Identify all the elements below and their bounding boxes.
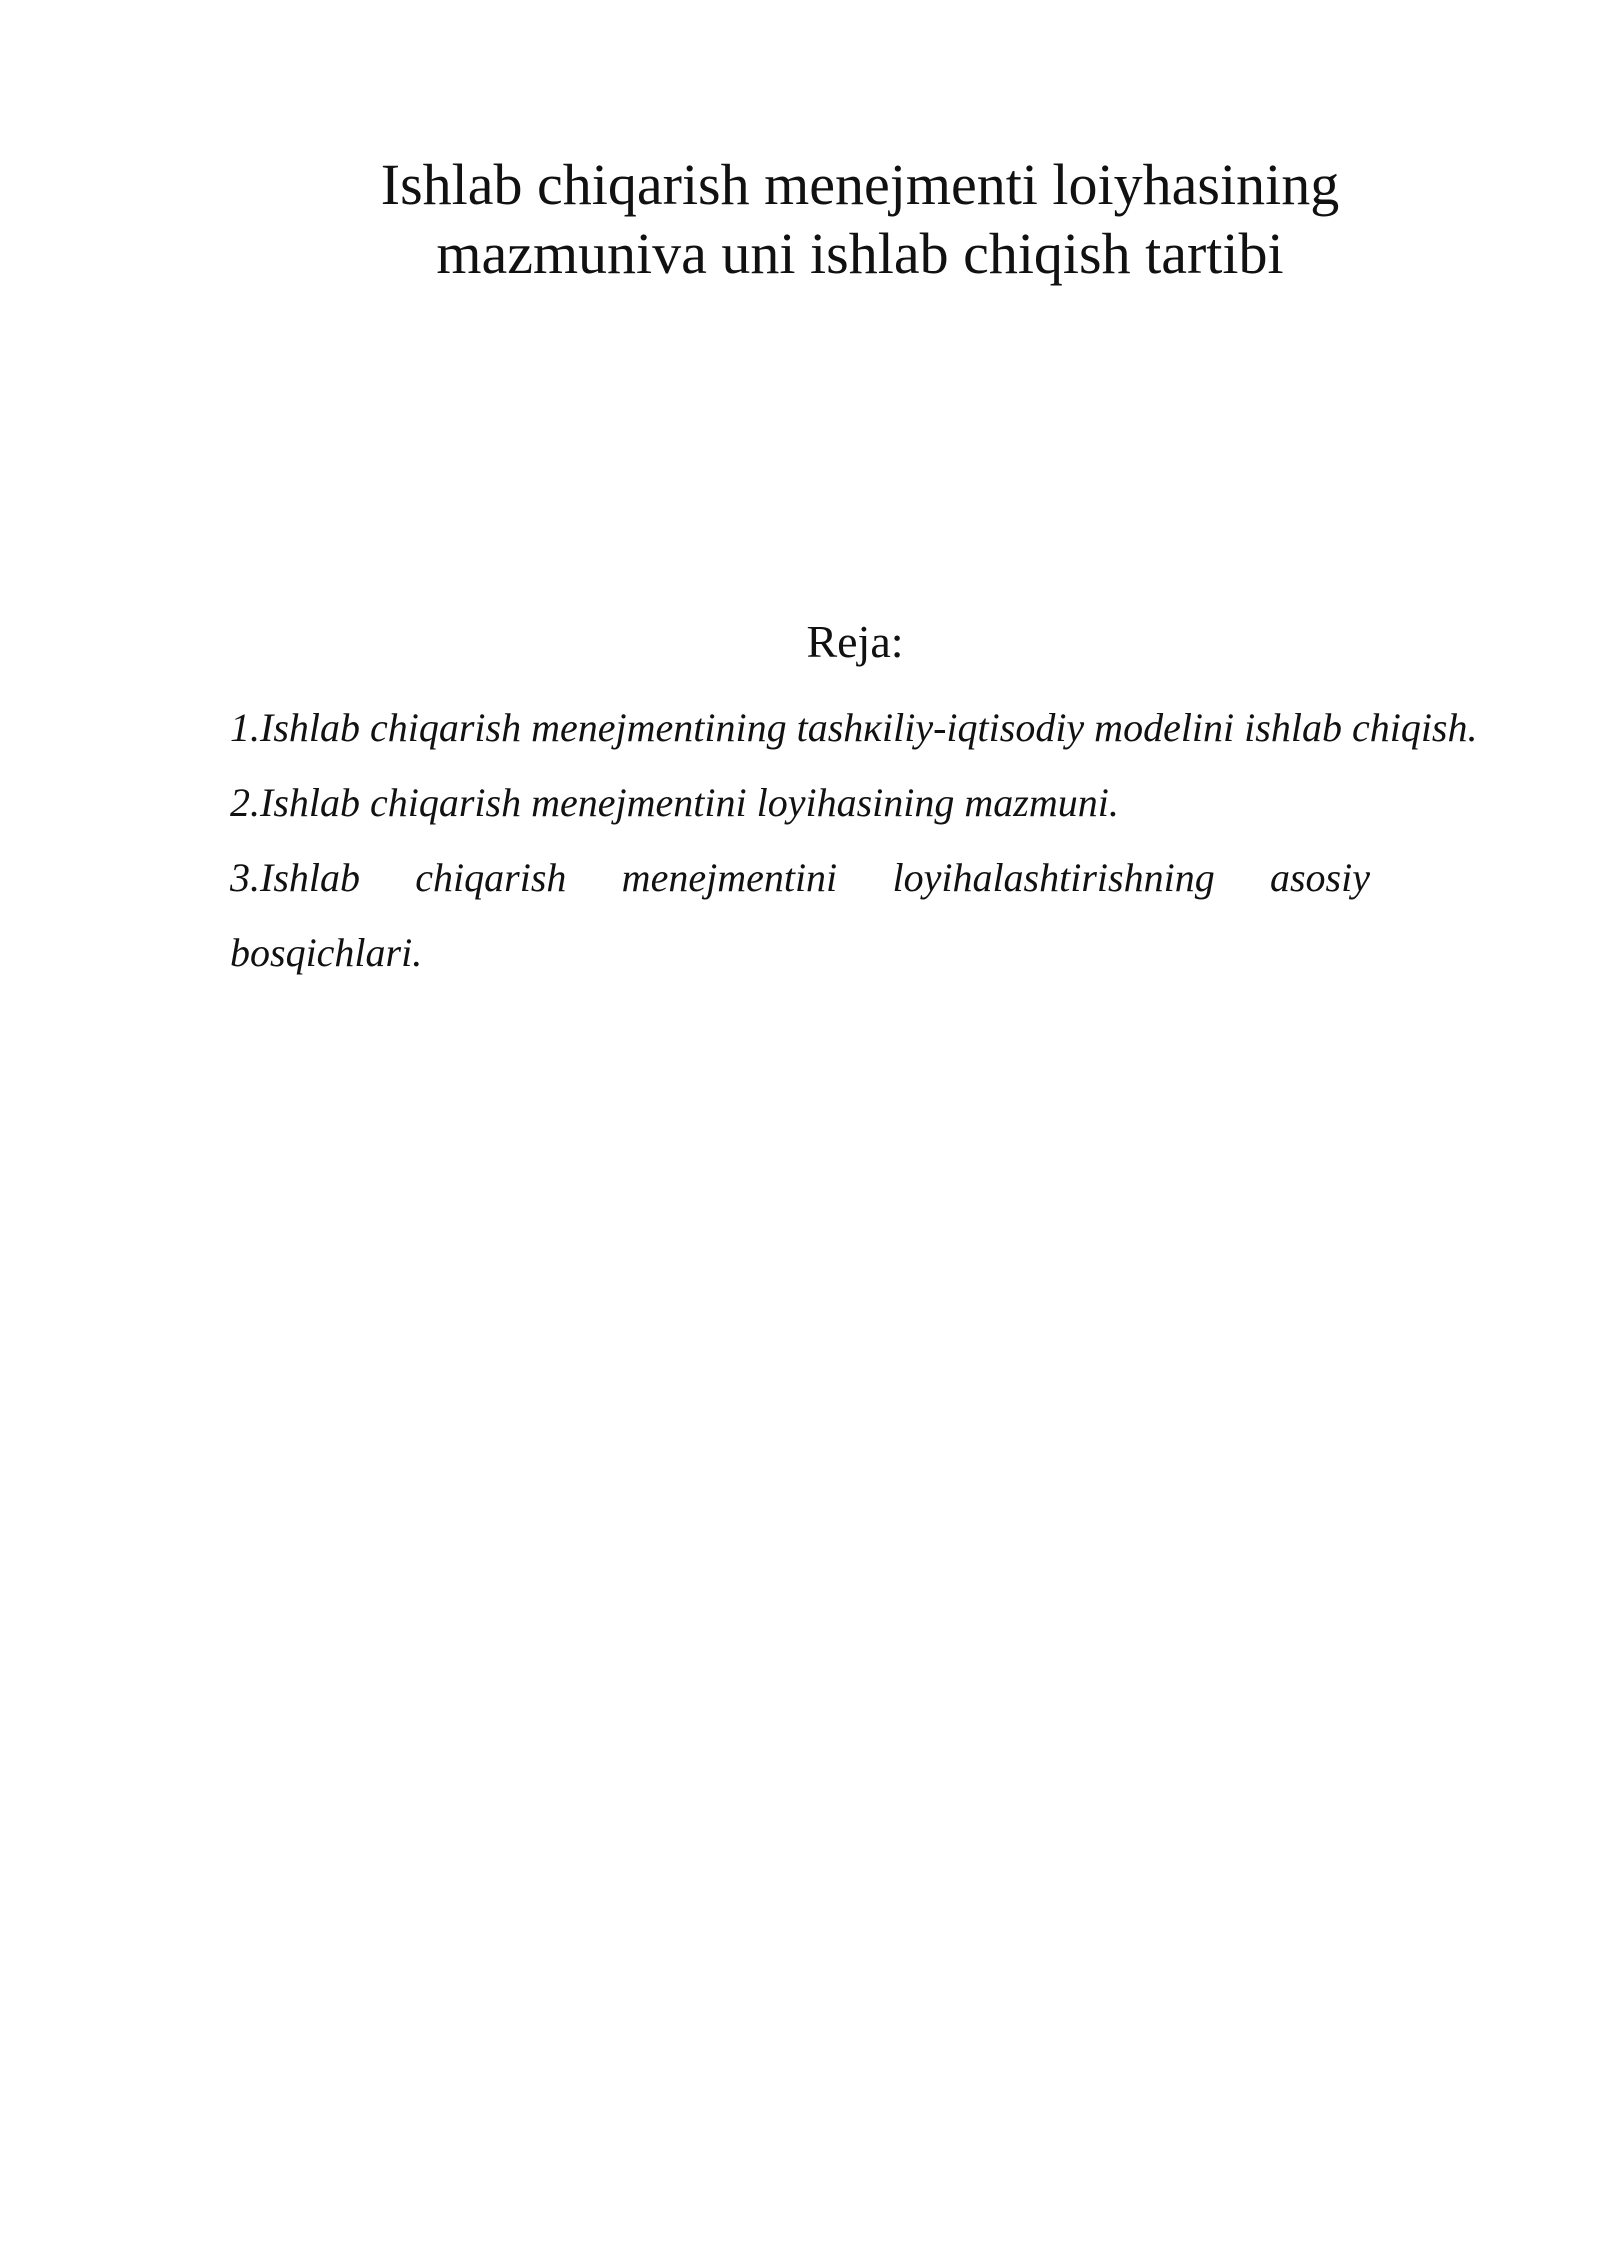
title-line-1: Ishlab chiqarish menejmenti loiyhasining bbox=[380, 152, 1340, 217]
plan-item-3: 3.Ishlab chiqarish menejmentini loyihalashtirishning asosiy bosqichlari. bbox=[230, 855, 1370, 975]
plan-item-2: 2.Ishlab chiqarish menejmentini loyihasining mazmuni. bbox=[230, 780, 1119, 825]
document-title bbox=[300, 150, 1420, 288]
plan-item-1: 1.Ishlab chiqarish menejmentining tashкiliy-iqtisodiy modelini ishlab chiqish. bbox=[230, 705, 1478, 750]
plan-heading: Reja: bbox=[806, 616, 904, 667]
plan-list bbox=[230, 690, 1480, 990]
title-line-2: mazmuniva uni ishlab chiqish tartibi bbox=[436, 221, 1284, 286]
